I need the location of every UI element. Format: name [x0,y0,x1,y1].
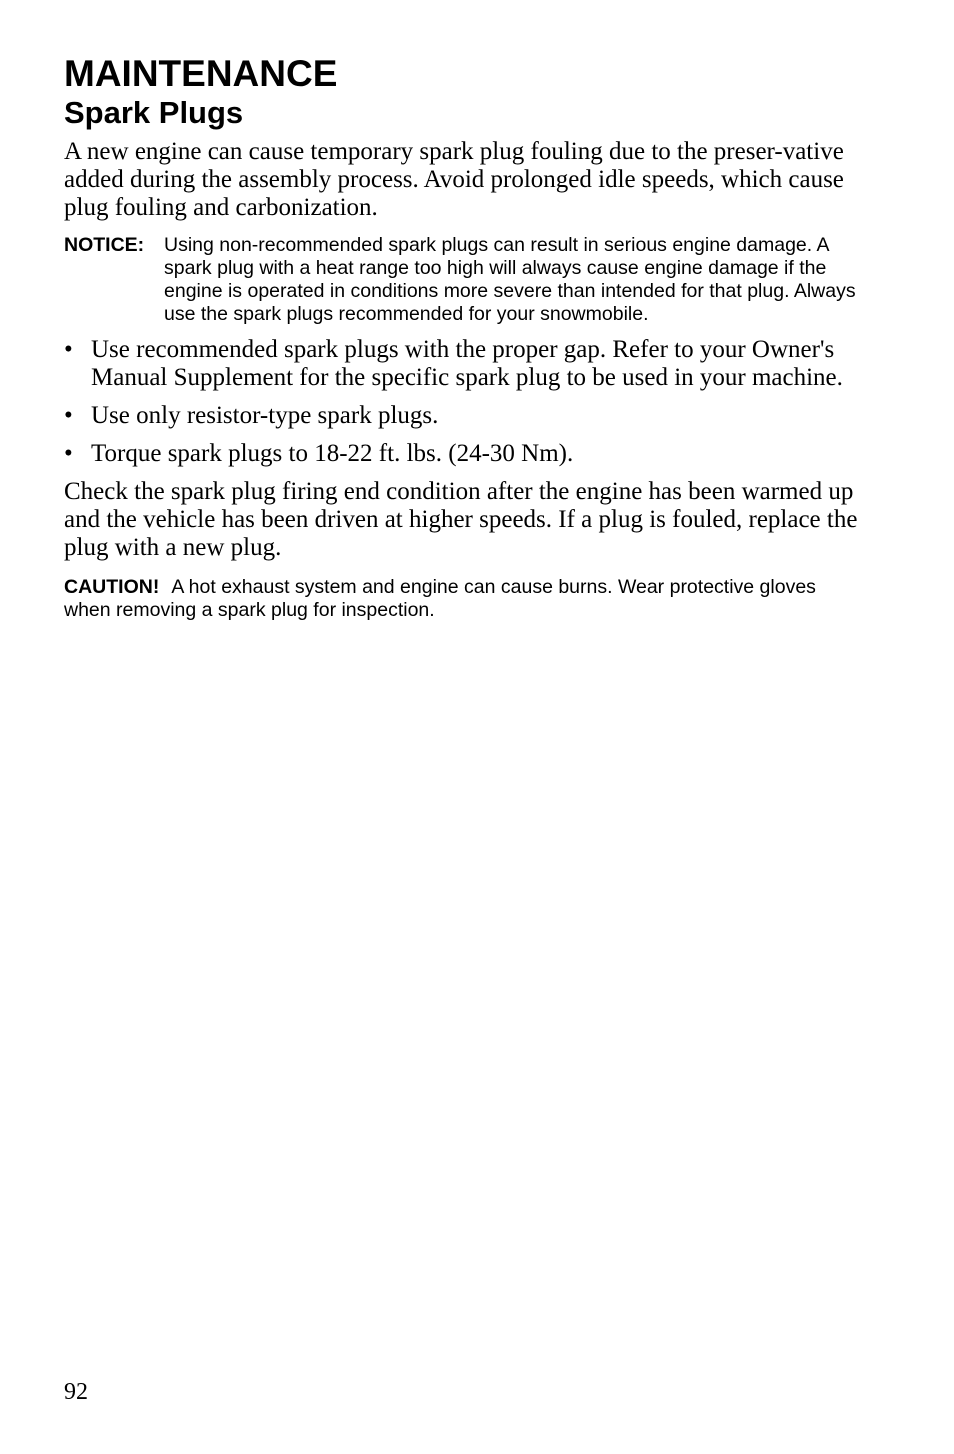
list-item-text: Use recommended spark plugs with the proper gap. Refer to your Owner's Manual Supplement for the specific spark plug to be used in your machine. [91,336,843,391]
caution-label: CAUTION! [64,576,160,598]
section-title: MAINTENANCE [64,53,338,94]
page-number: 92 [64,1379,88,1405]
intro-paragraph: A new engine can cause temporary spark plug fouling due to the preser-vative added during the assembly process. Avoid prolonged idle speeds, which cause plug fouling and carbonization. [64,138,844,221]
bullet-icon: • [64,336,73,363]
list-item-text: Torque spark plugs to 18-22 ft. lbs. (24-30 Nm). [91,440,574,467]
notice-block [64,234,864,326]
bullet-icon: • [64,402,73,429]
list-item [64,402,864,430]
bullet-list [64,336,864,468]
subsection-title: Spark Plugs [64,95,244,130]
list-item [64,336,864,392]
list-item-text: Use only resistor-type spark plugs. [91,402,439,429]
caution-text: A hot exhaust system and engine can cause burns. Wear protective gloves when removing a spark plug for inspection. [64,576,816,621]
notice-label: NOTICE: [64,234,145,256]
list-item [64,440,864,468]
notice-text: Using non-recommended spark plugs can result in serious engine damage. A spark plug with a heat range too high will always cause engine damage if the engine is operated in conditions more severe than intended for that plug. Always use the spark plugs recommended for your snowmobile. [164,234,856,325]
bullet-icon: • [64,440,73,467]
caution-block [64,576,864,622]
check-paragraph: Check the spark plug firing end condition after the engine has been warmed up and the vehicle has been driven at higher speeds. If a plug is fouled, replace the plug with a new plug. [64,478,858,561]
manual-page [64,52,864,622]
